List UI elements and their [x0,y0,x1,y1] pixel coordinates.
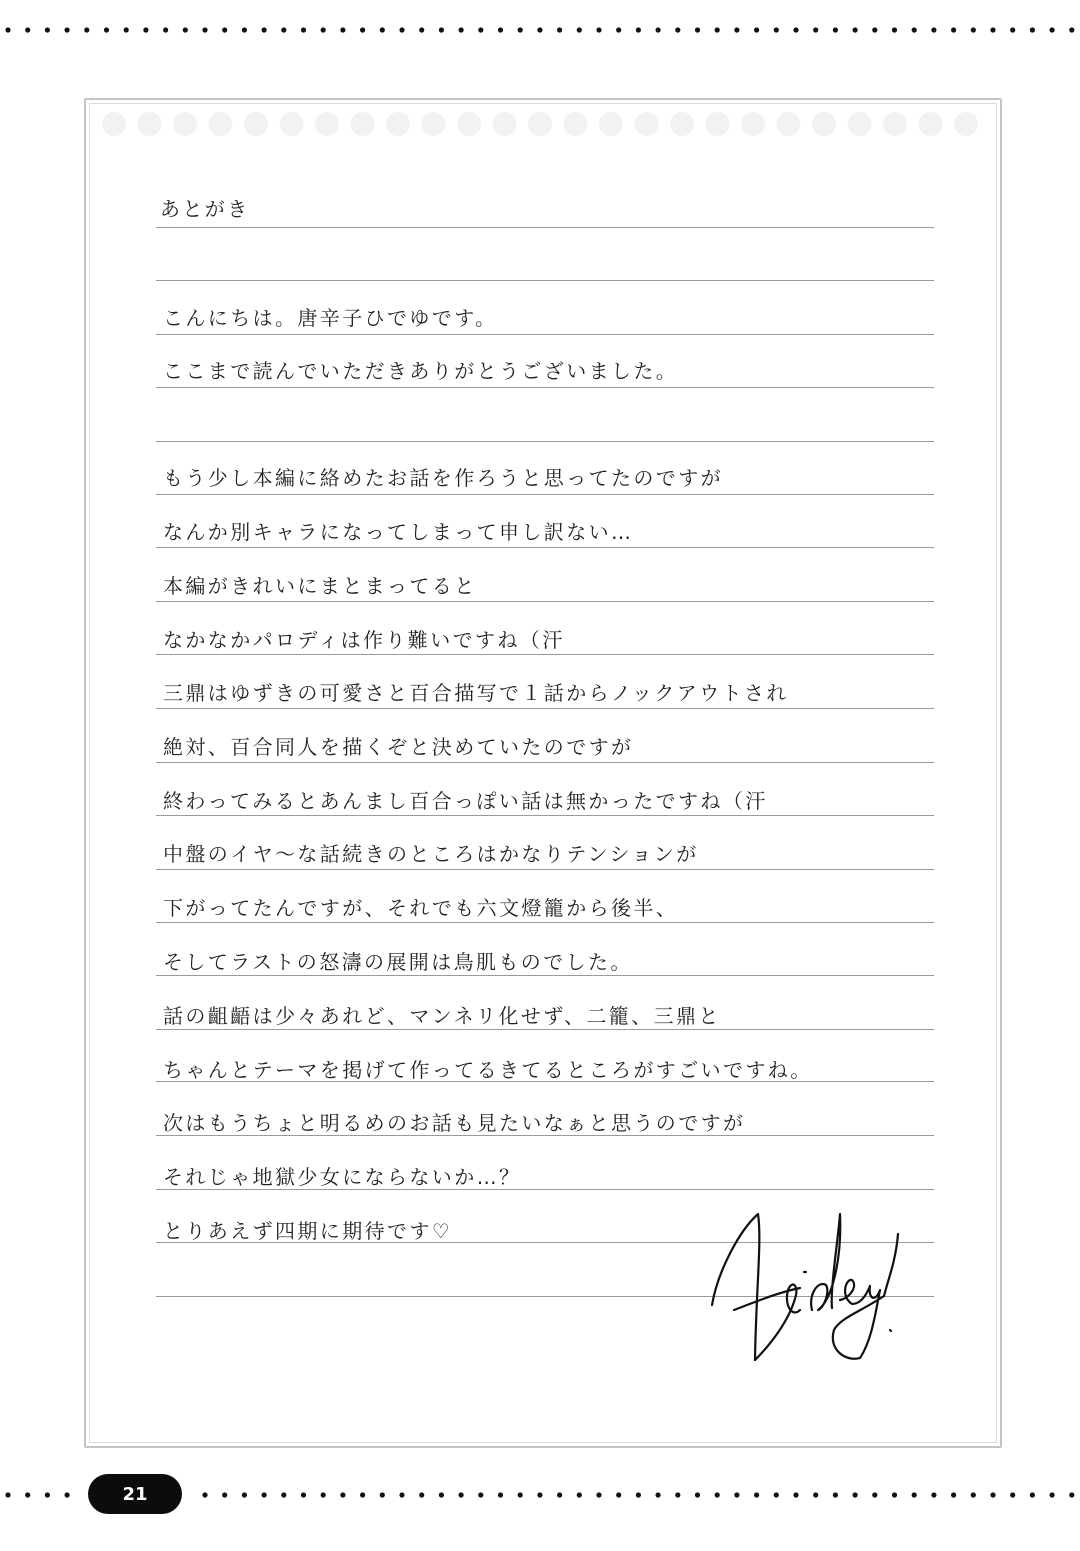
border-dot [734,1492,739,1497]
body-line: それじゃ地獄少女にならないか…？ [163,1165,522,1189]
border-dot [695,27,700,32]
ruled-line [156,494,934,495]
border-dot [971,1492,976,1497]
border-dot [990,27,995,32]
border-dot [853,1492,858,1497]
bubble-dot [812,112,836,136]
bubble-dot [457,112,481,136]
border-dot [616,1492,621,1497]
bubble-dot [954,112,978,136]
body-line: 下がってたんですが、それでも六文燈籠から後半、 [163,896,679,920]
border-dot [65,1492,70,1497]
ruled-line [156,547,934,548]
border-dot [242,1492,247,1497]
ruled-line [156,1029,934,1030]
border-dot [1069,27,1074,32]
border-dot [774,1492,779,1497]
bubble-dot [919,112,943,136]
border-dot [380,27,385,32]
body-line: ここまで読んでいただきありがとうございました。 [163,359,679,383]
bubble-dot [564,112,588,136]
border-dot [596,27,601,32]
bubble-dot [493,112,517,136]
border-dot [340,27,345,32]
bubble-dot [102,112,126,136]
ruled-line [156,1081,934,1082]
border-dot [439,27,444,32]
bubble-dot [244,112,268,136]
border-dot [656,1492,661,1497]
border-dot [281,27,286,32]
border-dot [498,1492,503,1497]
border-dot [931,27,936,32]
ruled-line [156,387,934,388]
border-dot [1050,27,1055,32]
ruled-line [156,815,934,816]
ruled-line [156,975,934,976]
border-dot [892,27,897,32]
body-line: 中盤のイヤ～な話続きのところはかなりテンションが [163,842,699,866]
border-dot [340,1492,345,1497]
border-dot [478,1492,483,1497]
border-dot [281,1492,286,1497]
bubble-dot [209,112,233,136]
border-dot [183,27,188,32]
bubble-dot [173,112,197,136]
border-dot [301,1492,306,1497]
border-dot [537,27,542,32]
body-line: なかなかパロディは作り難いですね（汗 [163,628,565,652]
border-dot [596,1492,601,1497]
ruled-line [156,762,934,763]
border-dot [360,27,365,32]
bubble-dot [386,112,410,136]
border-dot [537,1492,542,1497]
border-dot [912,27,917,32]
ruled-line [156,601,934,602]
border-dot [715,27,720,32]
border-dot [990,1492,995,1497]
signature-hideyu [700,1200,910,1370]
border-dot [5,27,10,32]
border-dot [222,1492,227,1497]
body-line: 終わってみるとあんまし百合っぽい話は無かったですね（汗 [163,789,768,813]
border-dot [557,1492,562,1497]
heading-afterword: あとがき [160,197,250,221]
border-dot [656,27,661,32]
border-dot [734,27,739,32]
body-line: もう少し本編に絡めたお話を作ろうと思ってたのですが [163,466,723,490]
bubble-dot [422,112,446,136]
border-dot [1050,1492,1055,1497]
bubble-dot [670,112,694,136]
border-dot [25,1492,30,1497]
body-line: そしてラストの怒濤の展開は鳥肌ものでした。 [163,950,633,974]
ruled-line [156,654,934,655]
border-dot [84,27,89,32]
border-dot [951,1492,956,1497]
body-line: とりあえず四期に期待です♡ [163,1219,453,1243]
border-dot [951,27,956,32]
border-dot [262,27,267,32]
body-line: なんか別キャラになってしまって申し訳ない… [163,520,634,544]
ruled-line [156,869,934,870]
border-dot [498,27,503,32]
border-dot [872,27,877,32]
border-dot [439,1492,444,1497]
border-dot [793,27,798,32]
border-dot [774,27,779,32]
border-dot [833,1492,838,1497]
border-dot [301,27,306,32]
border-dot [45,1492,50,1497]
border-dot [242,27,247,32]
border-dot [675,1492,680,1497]
bubble-dot [848,112,872,136]
border-dot [518,27,523,32]
body-line: 話の齟齬は少々あれど、マンネリ化せず、二籠、三鼎と [163,1004,721,1028]
body-line: 絶対、百合同人を描くぞと決めていたのですが [163,735,634,759]
border-dot [1030,27,1035,32]
body-line: 本編がきれいにまとまってると [163,574,477,598]
border-dot [754,27,759,32]
page-number-badge: 21 [88,1474,182,1514]
bubble-dot [315,112,339,136]
ruled-line [156,227,934,228]
border-dot [399,1492,404,1497]
border-dot [419,1492,424,1497]
ruled-line [156,1189,934,1190]
border-dot [577,27,582,32]
border-dot [1030,1492,1035,1497]
border-dot [45,27,50,32]
border-dot [577,1492,582,1497]
bubble-dot [351,112,375,136]
border-dot [143,27,148,32]
border-dot [971,27,976,32]
border-dot [636,27,641,32]
top-dot-border [0,25,1080,35]
ruled-line [156,334,934,335]
border-dot [202,27,207,32]
border-dot [321,1492,326,1497]
border-dot [754,1492,759,1497]
ruled-line [156,280,934,281]
border-dot [872,1492,877,1497]
border-dot [1069,1492,1074,1497]
border-dot [1010,27,1015,32]
border-dot [104,27,109,32]
bubble-dot [777,112,801,136]
ruled-line [156,1135,934,1136]
border-dot [636,1492,641,1497]
ruled-line [156,708,934,709]
border-dot [124,27,129,32]
border-dot [1010,1492,1015,1497]
border-dot [892,1492,897,1497]
body-line: 三鼎はゆずきの可愛さと百合描写で１話からノックアウトされ [163,681,789,705]
border-dot [695,1492,700,1497]
border-dot [518,1492,523,1497]
bubble-pattern [100,110,980,138]
bubble-dot [528,112,552,136]
bubble-dot [280,112,304,136]
border-dot [399,27,404,32]
border-dot [380,1492,385,1497]
ruled-line [156,922,934,923]
body-line: 次はもうちょと明るめのお話も見たいなぁと思うのですが [163,1111,746,1135]
border-dot [853,27,858,32]
border-dot [793,1492,798,1497]
border-dot [25,27,30,32]
border-dot [459,1492,464,1497]
border-dot [557,27,562,32]
border-dot [912,1492,917,1497]
border-dot [262,1492,267,1497]
border-dot [675,27,680,32]
bubble-dot [741,112,765,136]
border-dot [459,27,464,32]
border-dot [478,27,483,32]
bubble-dot [138,112,162,136]
border-dot [931,1492,936,1497]
border-dot [715,1492,720,1497]
body-line: ちゃんとテーマを掲げて作ってるきてるところがすごいですね。 [163,1058,813,1082]
bubble-dot [599,112,623,136]
bubble-dot [883,112,907,136]
border-dot [813,27,818,32]
ruled-line [156,441,934,442]
bubble-dot [706,112,730,136]
border-dot [5,1492,10,1497]
border-dot [419,27,424,32]
body-line: こんにちは。唐辛子ひでゆです。 [163,306,498,330]
border-dot [65,27,70,32]
border-dot [321,27,326,32]
border-dot [202,1492,207,1497]
bubble-dot [635,112,659,136]
border-dot [222,27,227,32]
border-dot [813,1492,818,1497]
border-dot [360,1492,365,1497]
border-dot [163,27,168,32]
border-dot [833,27,838,32]
border-dot [616,27,621,32]
